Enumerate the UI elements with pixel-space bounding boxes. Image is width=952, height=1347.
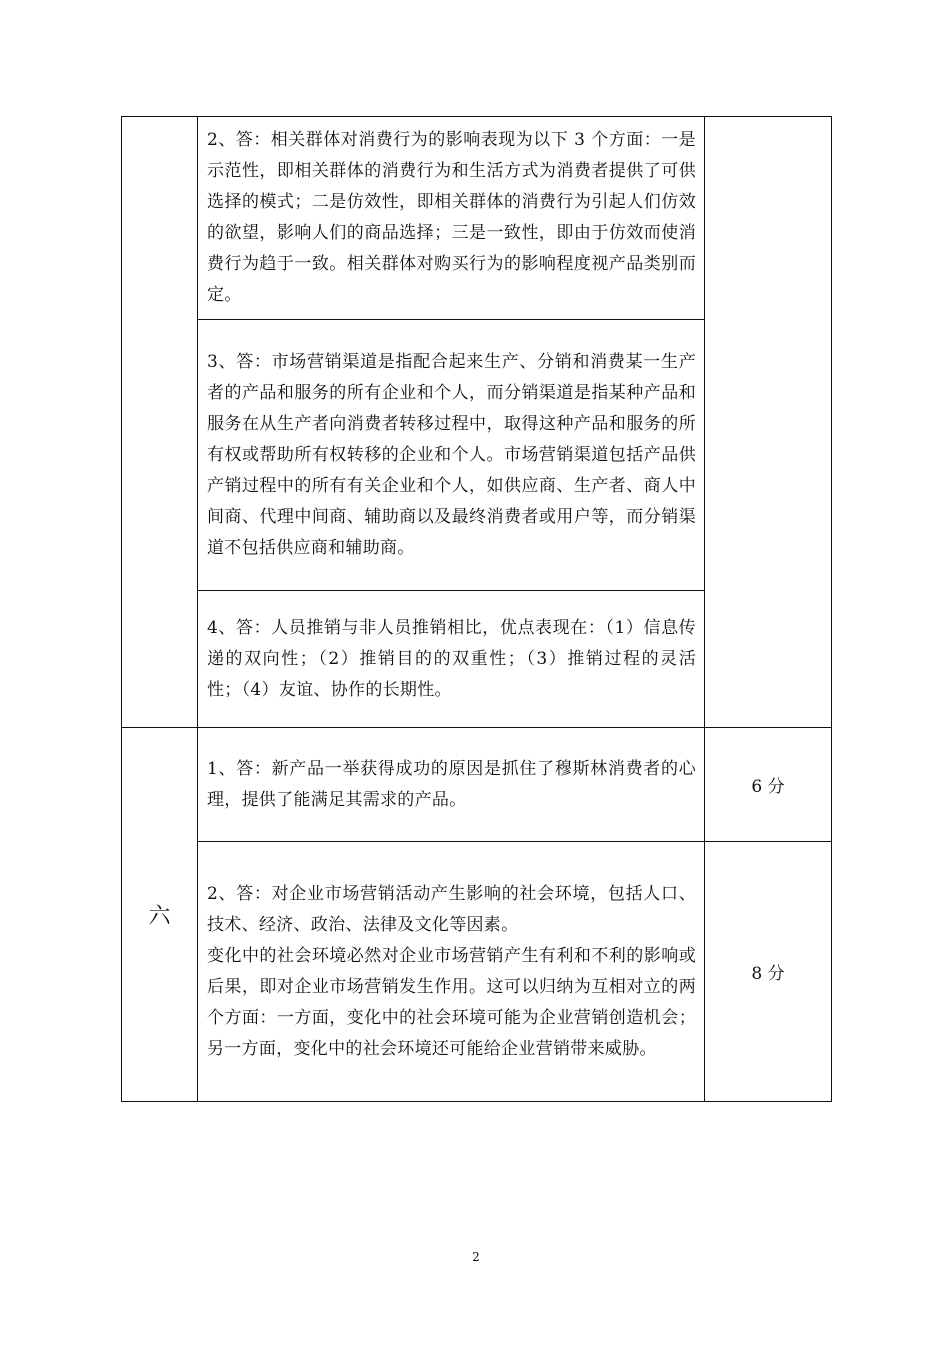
- score-cell: 8 分: [705, 842, 832, 1102]
- answer-text: [198, 871, 704, 1073]
- page-number: 2: [472, 1250, 480, 1264]
- table-row: [122, 728, 832, 842]
- score-cell: 6 分: [705, 728, 832, 842]
- answer-cell: [198, 117, 705, 320]
- answer-cell: [198, 320, 705, 591]
- answer-text: [198, 605, 704, 714]
- answer-paragraph: 2、答：相关群体对消费行为的影响表现为以下 3 个方面：一是示范性，即相关群体的消费行为和生活方式为消费者提供了可供选择的模式；二是仿效性，即相关群体的消费行为引起人们仿效的欲望，影响人们的商品选择；三是一致性，即由于仿效而使消费行为趋于一致。相关群体对购买行为的影响程度视产品类别而定。: [207, 130, 696, 305]
- score-cell: [705, 117, 832, 728]
- answer-text: [198, 117, 704, 319]
- answer-text: [198, 746, 704, 824]
- answer-paragraph: 3、答：市场营销渠道是指配合起来生产、分销和消费某一生产者的产品和服务的所有企业和个人，而分销渠道是指某种产品和服务在从生产者向消费者转移过程中，取得这种产品和服务的所有权或帮助所有权转移的企业和个人。市场营销渠道包括产品供产销过程中的所有有关企业和个人，如供应商、生产者、商人中间商、代理中间商、辅助商以及最终消费者或用户等，而分销渠道不包括供应商和辅助商。: [207, 351, 696, 558]
- section-label-cell: 六: [122, 728, 198, 1102]
- section-label-cell: [122, 117, 198, 728]
- answer-table: [121, 116, 832, 1102]
- answer-cell: [198, 591, 705, 728]
- answer-paragraph: 4、答：人员推销与非人员推销相比，优点表现在：（1）信息传递的双向性；（2）推销目的的双重性；（3）推销过程的灵活性；（4）友谊、协作的长期性。: [207, 617, 696, 700]
- table-row: [122, 842, 832, 1102]
- table-row: [122, 117, 832, 320]
- answer-paragraph: 1、答：新产品一举获得成功的原因是抓住了穆斯林消费者的心理，提供了能满足其需求的产品。: [207, 758, 696, 810]
- answer-paragraph: 2、答：对企业市场营销活动产生影响的社会环境，包括人口、技术、经济、政治、法律及文化等因素。: [207, 883, 696, 935]
- answer-key-page: [121, 116, 831, 1102]
- answer-cell: [198, 842, 705, 1102]
- answer-cell: [198, 728, 705, 842]
- answer-text: [198, 339, 704, 572]
- answer-paragraph: 变化中的社会环境必然对企业市场营销产生有利和不利的影响或后果，即对企业市场营销发生作用。这可以归纳为互相对立的两个方面：一方面，变化中的社会环境可能为企业营销创造机会；另一方面，变化中的社会环境还可能给企业营销带来威胁。: [207, 945, 696, 1059]
